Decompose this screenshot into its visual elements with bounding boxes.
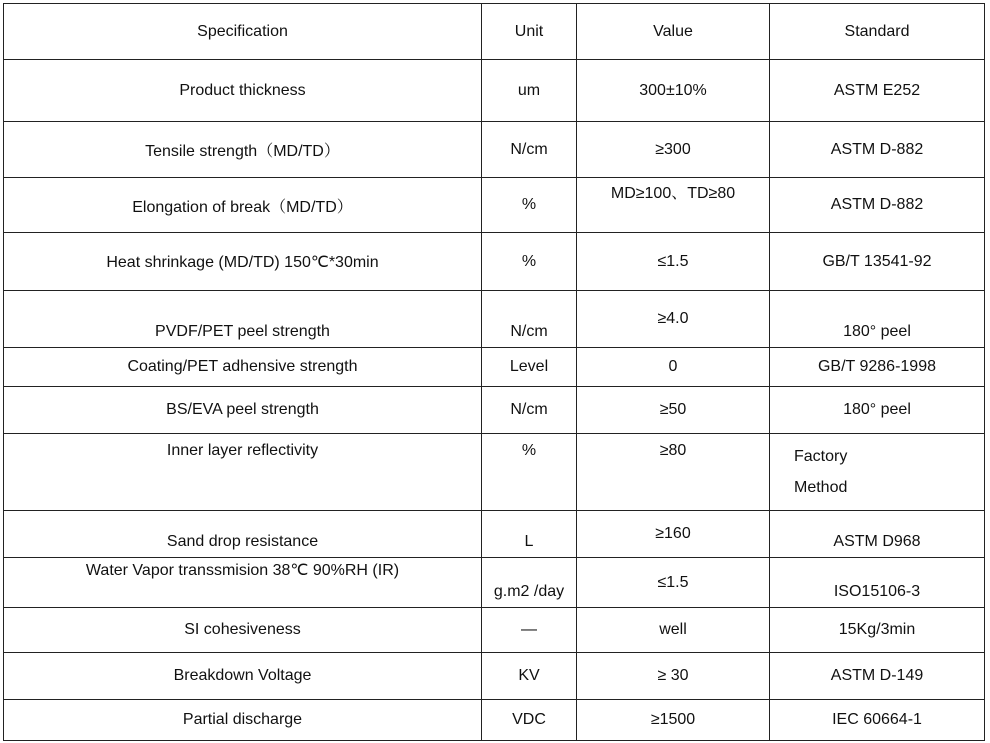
table-row (4, 291, 985, 348)
table-row (4, 122, 985, 178)
standard-cell: 180° peel (770, 387, 985, 434)
table-header-row (4, 4, 985, 60)
table-row (4, 233, 985, 291)
spec-cell: Coating/PET adhensive strength (4, 348, 482, 387)
standard-cell: 180° peel (770, 291, 985, 348)
table-row (4, 348, 985, 387)
value-cell: ≥ 30 (577, 653, 770, 700)
table-row (4, 434, 985, 511)
value-cell: well (577, 608, 770, 653)
value-cell: ≥4.0 (577, 291, 770, 348)
table-row (4, 653, 985, 700)
spec-cell: Elongation of break（MD/TD） (4, 178, 482, 233)
table-row (4, 387, 985, 434)
value-cell: 0 (577, 348, 770, 387)
value-cell: 300±10% (577, 60, 770, 122)
table-row (4, 178, 985, 233)
value-cell: ≤1.5 (577, 233, 770, 291)
table-row (4, 558, 985, 608)
spec-cell: PVDF/PET peel strength (4, 291, 482, 348)
spec-cell: Partial discharge (4, 700, 482, 741)
value-cell: ≥300 (577, 122, 770, 178)
spec-cell: Heat shrinkage (MD/TD) 150℃*30min (4, 233, 482, 291)
table-row (4, 511, 985, 558)
standard-cell: ASTM D968 (770, 511, 985, 558)
standard-cell: ASTM D-149 (770, 653, 985, 700)
spec-cell: Tensile strength（MD/TD） (4, 122, 482, 178)
spec-cell: Breakdown Voltage (4, 653, 482, 700)
table-row (4, 700, 985, 741)
value-cell: ≥50 (577, 387, 770, 434)
unit-cell: VDC (482, 700, 577, 741)
unit-cell: — (482, 608, 577, 653)
unit-cell: % (482, 434, 577, 511)
standard-cell (770, 434, 985, 511)
spec-cell: SI cohesiveness (4, 608, 482, 653)
unit-cell: N/cm (482, 122, 577, 178)
standard-line: Factory (794, 448, 848, 465)
standard-cell: IEC 60664-1 (770, 700, 985, 741)
standard-cell: ASTM D-882 (770, 122, 985, 178)
spec-cell: Product thickness (4, 60, 482, 122)
spec-cell: Water Vapor transsmision 38℃ 90%RH (IR) (4, 558, 482, 608)
column-header-unit: Unit (482, 4, 577, 60)
table-row (4, 608, 985, 653)
standard-cell: GB/T 13541-92 (770, 233, 985, 291)
unit-cell: KV (482, 653, 577, 700)
spec-cell: Sand drop resistance (4, 511, 482, 558)
unit-cell: % (482, 178, 577, 233)
value-cell: ≤1.5 (577, 558, 770, 608)
column-header-standard: Standard (770, 4, 985, 60)
unit-cell: N/cm (482, 291, 577, 348)
column-header-value: Value (577, 4, 770, 60)
standard-cell: 15Kg/3min (770, 608, 985, 653)
table-row (4, 60, 985, 122)
unit-cell: um (482, 60, 577, 122)
spec-cell: Inner layer reflectivity (4, 434, 482, 511)
unit-cell: % (482, 233, 577, 291)
unit-cell: L (482, 511, 577, 558)
unit-cell: g.m2 /day (482, 558, 577, 608)
standard-cell: ISO15106-3 (770, 558, 985, 608)
standard-cell: ASTM D-882 (770, 178, 985, 233)
standard-cell: ASTM E252 (770, 60, 985, 122)
standard-line: Method (794, 479, 848, 496)
unit-cell: Level (482, 348, 577, 387)
value-cell: ≥1500 (577, 700, 770, 741)
column-header-specification: Specification (4, 4, 482, 60)
standard-cell: GB/T 9286-1998 (770, 348, 985, 387)
value-cell: ≥160 (577, 511, 770, 558)
specification-table (3, 3, 985, 741)
spec-cell: BS/EVA peel strength (4, 387, 482, 434)
value-cell: ≥80 (577, 434, 770, 511)
unit-cell: N/cm (482, 387, 577, 434)
value-cell: MD≥100、TD≥80 (577, 178, 770, 233)
